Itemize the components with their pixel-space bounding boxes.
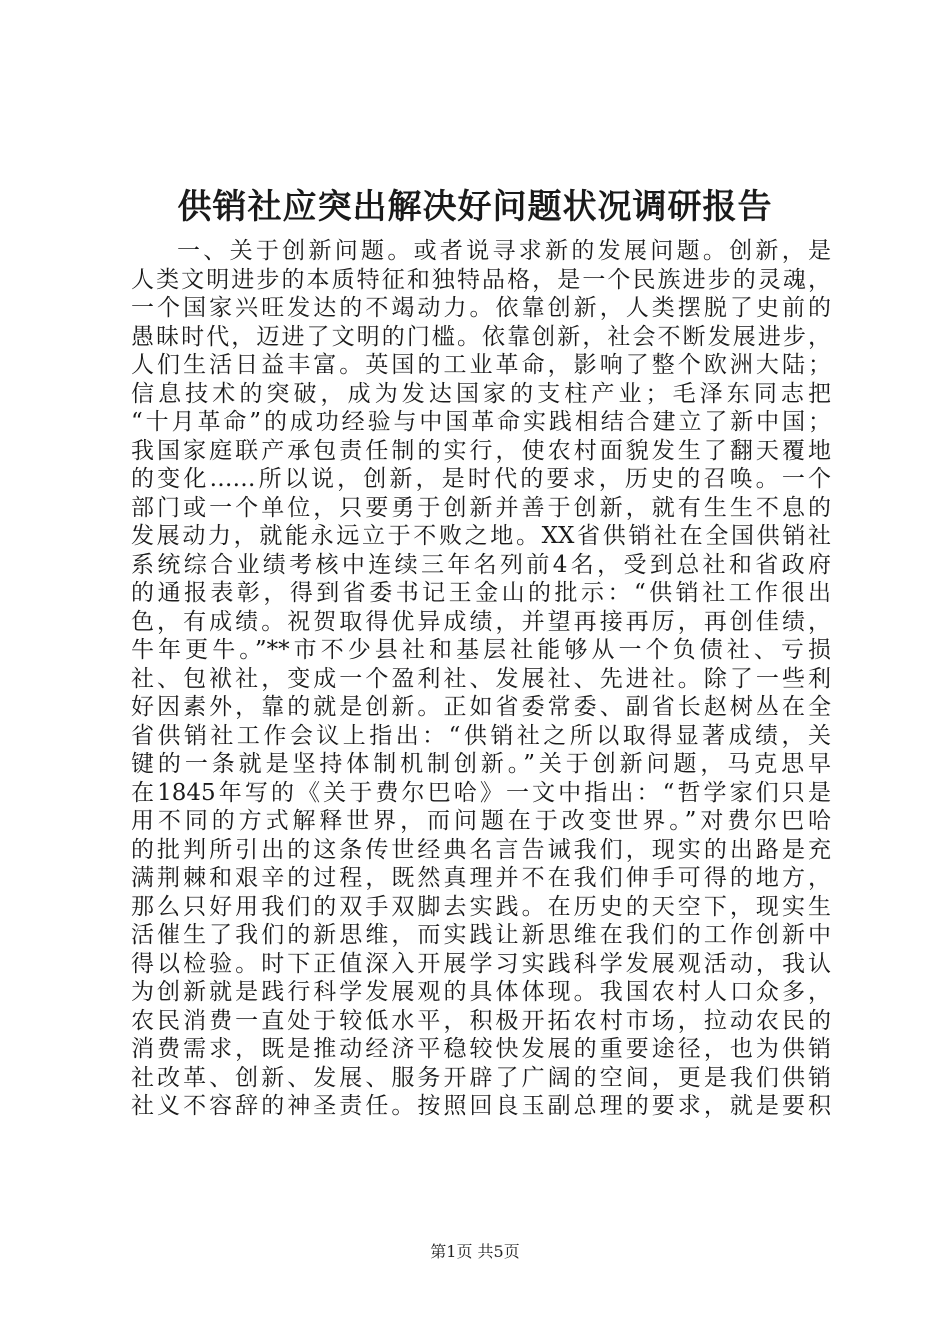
paragraph-line: 活催生了我们的新思维，而实践让新思维在我们的工作创新中: [131, 922, 831, 948]
paragraph-line: “十月革命”的成功经验与中国革命实践相结合建立了新中国；: [131, 409, 831, 435]
paragraph-line: 省供销社工作会议上指出：“供销社之所以取得显著成绩，关: [131, 722, 831, 749]
paragraph-line: 人们生活日益丰富。英国的工业革命，影响了整个欧洲大陆；: [131, 352, 831, 378]
paragraph-line: 部门或一个单位，只要勇于创新并善于创新，就有生生不息的: [131, 494, 831, 521]
document-title: 供销社应突出解决好问题状况调研报告: [177, 187, 773, 227]
paragraph-line: 得以检验。时下正值深入开展学习实践科学发展观活动，我认: [131, 950, 831, 977]
paragraph-line: 社义不容辞的神圣责任。按照回良玉副总理的要求，就是要积: [131, 1093, 831, 1119]
paragraph-line: 色，有成绩。祝贺取得优异成绩，并望再接再厉，再创佳绩，: [131, 608, 831, 635]
paragraph-line: 我国家庭联产承包责任制的实行，使农村面貌发生了翻天覆地: [131, 437, 831, 464]
paragraph-line: 在1845年写的《关于费尔巴哈》一文中指出：“哲学家们只是: [131, 779, 831, 806]
paragraph-line: 用不同的方式解释世界，而问题在于改变世界。”对费尔巴哈: [131, 808, 831, 834]
paragraph-line: 的变化……所以说，创新，是时代的要求，历史的召唤。一个: [131, 466, 831, 492]
paragraph-line: 农民消费一直处于较低水平，积极开拓农村市场，拉动农民的: [131, 1007, 831, 1034]
paragraph-line: 信息技术的突破，成为发达国家的支柱产业；毛泽东同志把: [131, 380, 831, 407]
paragraph-line: 发展动力，就能永远立于不败之地。XX省供销社在全国供销社: [131, 523, 831, 549]
paragraph-line: 牛年更牛。”**市不少县社和基层社能够从一个负债社、亏损: [131, 637, 831, 663]
paragraph-line: 键的一条就是坚持体制机制创新。”关于创新问题，马克思早: [131, 751, 831, 777]
paragraph-line: 系统综合业绩考核中连续三年名列前4名，受到总社和省政府: [131, 551, 831, 578]
paragraph-line: 社、包袱社，变成一个盈利社、发展社、先进社。除了一些利: [131, 665, 831, 692]
paragraph-line: 的批判所引出的这条传世经典名言告诫我们，现实的出路是充: [131, 836, 831, 863]
paragraph-line: 为创新就是践行科学发展观的具体体现。我国农村人口众多，: [131, 979, 831, 1005]
paragraph-line: 愚昧时代，迈进了文明的门槛。依靠创新，社会不断发展进步，: [131, 323, 831, 350]
page-number-footer: 第1页 共5页: [430, 1242, 520, 1261]
paragraph-line: 的通报表彰，得到省委书记王金山的批示：“供销社工作很出: [131, 580, 831, 606]
paragraph-line: 满荆棘和艰辛的过程，既然真理并不在我们伸手可得的地方，: [131, 865, 831, 891]
paragraph-line: 那么只好用我们的双手双脚去实践。在历史的天空下，现实生: [131, 893, 831, 920]
paragraph-line: 好因素外，靠的就是创新。正如省委常委、副省长赵树丛在全: [131, 694, 831, 720]
paragraph-line: 一个国家兴旺发达的不竭动力。依靠创新，人类摆脱了史前的: [131, 295, 831, 321]
paragraph-line: 社改革、创新、发展、服务开辟了广阔的空间，更是我们供销: [131, 1064, 831, 1091]
paragraph-line: 消费需求，既是推动经济平稳较快发展的重要途径，也为供销: [131, 1036, 831, 1062]
paragraph-line: 一、关于创新问题。或者说寻求新的发展问题。创新，是: [177, 238, 831, 264]
document-body: [131, 237, 831, 1121]
paragraph-line: 人类文明进步的本质特征和独特品格，是一个民族进步的灵魂，: [131, 266, 831, 293]
